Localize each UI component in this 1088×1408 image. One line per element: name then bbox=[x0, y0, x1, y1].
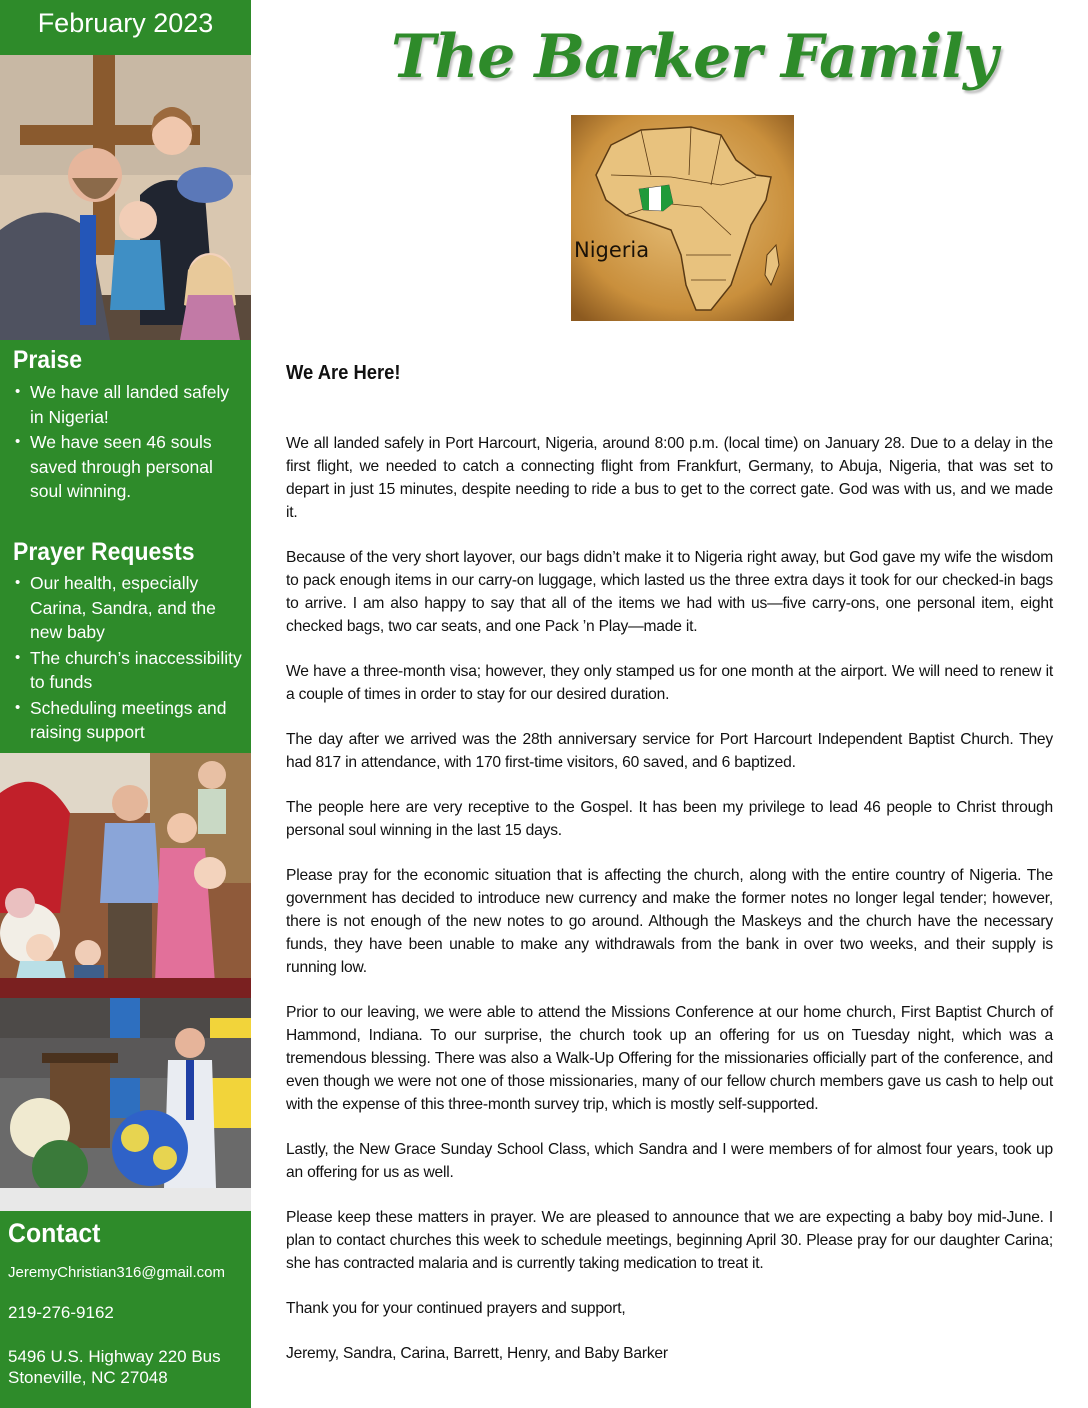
prayer-requests-list bbox=[13, 571, 245, 746]
list-item: • We have all landed safely in Nigeria! bbox=[13, 380, 245, 429]
list-item: • Our health, especially Carina, Sandra, and the new baby bbox=[13, 571, 245, 645]
article-title: We Are Here! bbox=[286, 362, 401, 384]
article-signature: Jeremy, Sandra, Carina, Barrett, Henry, and Baby Barker bbox=[286, 1345, 668, 1362]
map-label: Nigeria bbox=[574, 238, 650, 262]
prayer-requests-heading: Prayer Requests bbox=[13, 538, 195, 566]
contact-heading: Contact bbox=[8, 1218, 101, 1248]
sidebar bbox=[0, 0, 251, 1408]
family-photo bbox=[0, 55, 251, 340]
nigeria-map-image bbox=[571, 115, 794, 321]
praise-heading: Praise bbox=[13, 346, 83, 374]
article-paragraph: The day after we arrived was the 28th anniversary service for Port Harcourt Independent Baptist Church. They had 817 in attendance, with 170 first-time visitors, 60 saved, and 6 baptized. bbox=[286, 731, 1053, 771]
article-body bbox=[286, 432, 1053, 1387]
article-paragraph: We all landed safely in Port Harcourt, Nigeria, around 8:00 p.m. (local time) on January 28. Due to a delay in the first flight, we needed to catch a connecting flight from Frankfurt, Germany, to Abuja, Nigeria, that was set to depart in just 15 minutes, despite needing to ride a bus to get to the correct gate. God was with us, and we made it. bbox=[286, 435, 1053, 521]
article-paragraph: Please keep these matters in prayer. We are pleased to announce that we are expecting a baby boy mid-June. I plan to contact churches this week to schedule meetings, beginning April 30. Please pray for our daughter Carina; she has contracted malaria and is currently taking medication to treat it. bbox=[286, 1209, 1053, 1272]
contact-address-line2: Stoneville, NC 27048 bbox=[8, 1368, 168, 1387]
church-photo-pulpit bbox=[0, 998, 251, 1211]
article-closing: Thank you for your continued prayers and support, bbox=[286, 1300, 626, 1317]
newsletter-month: February 2023 bbox=[37, 8, 214, 38]
contact-email[interactable]: JeremyChristian316@gmail.com bbox=[8, 1264, 225, 1281]
church-photo-family bbox=[0, 753, 251, 998]
article-paragraph: The people here are very receptive to the Gospel. It has been my privilege to lead 46 people to Christ through personal soul winning in the last 15 days. bbox=[286, 799, 1053, 839]
article-paragraph: Prior to our leaving, we were able to attend the Missions Conference at our home church, First Baptist Church of Hammond, Indiana. To our surprise, the church took up an offering for us on Tuesday night, which was a tremendous blessing. There was also a Walk-Up Offering for the missionaries officially part of the conference, and even though we were not one of those missionaries, many of our fellow church members gave us cash to help out with the expense of this three-month survey trip, which is mostly self-supported. bbox=[286, 1004, 1053, 1113]
article-paragraph: We have a three-month visa; however, they only stamped us for one month at the airport. We will need to renew it a couple of times in order to stay for our desired duration. bbox=[286, 663, 1053, 703]
page-title: The Barker Family bbox=[391, 22, 997, 92]
article-paragraph: Because of the very short layover, our bags didn’t make it to Nigeria right away, but God gave my wife the wisdom to pack enough items in our carry-on luggage, which lasted us the three extra days it took for our checked-in bags to arrive. I am also happy to say that all of the items we had with us—five carry-ons, one personal item, eight checked bags, two car seats, and one Pack ’n Play—made it. bbox=[286, 549, 1053, 635]
list-item: • Scheduling meetings and raising support bbox=[13, 696, 245, 745]
list-item: • We have seen 46 souls saved through personal soul winning. bbox=[13, 430, 245, 504]
article-paragraph: Lastly, the New Grace Sunday School Class, which Sandra and I were members of for almost four years, took up an offering for us as well. bbox=[286, 1141, 1053, 1181]
list-item: • The church’s inaccessibility to funds bbox=[13, 646, 245, 695]
nigeria-flag-shape bbox=[639, 185, 673, 211]
contact-phone[interactable]: 219-276-9162 bbox=[8, 1303, 114, 1322]
praise-list bbox=[13, 380, 245, 505]
article-paragraph: Please pray for the economic situation that is affecting the church, along with the entire country of Nigeria. The government has decided to introduce new currency and make the former notes no longer legal tender; however, there is not enough of the new notes to go around. Although the Maskeys and the church have the necessary funds, they have been unable to make any withdrawals from the bank in over two weeks, and their supply is running low. bbox=[286, 867, 1053, 976]
contact-address-line1: 5496 U.S. Highway 220 Bus bbox=[8, 1347, 221, 1366]
